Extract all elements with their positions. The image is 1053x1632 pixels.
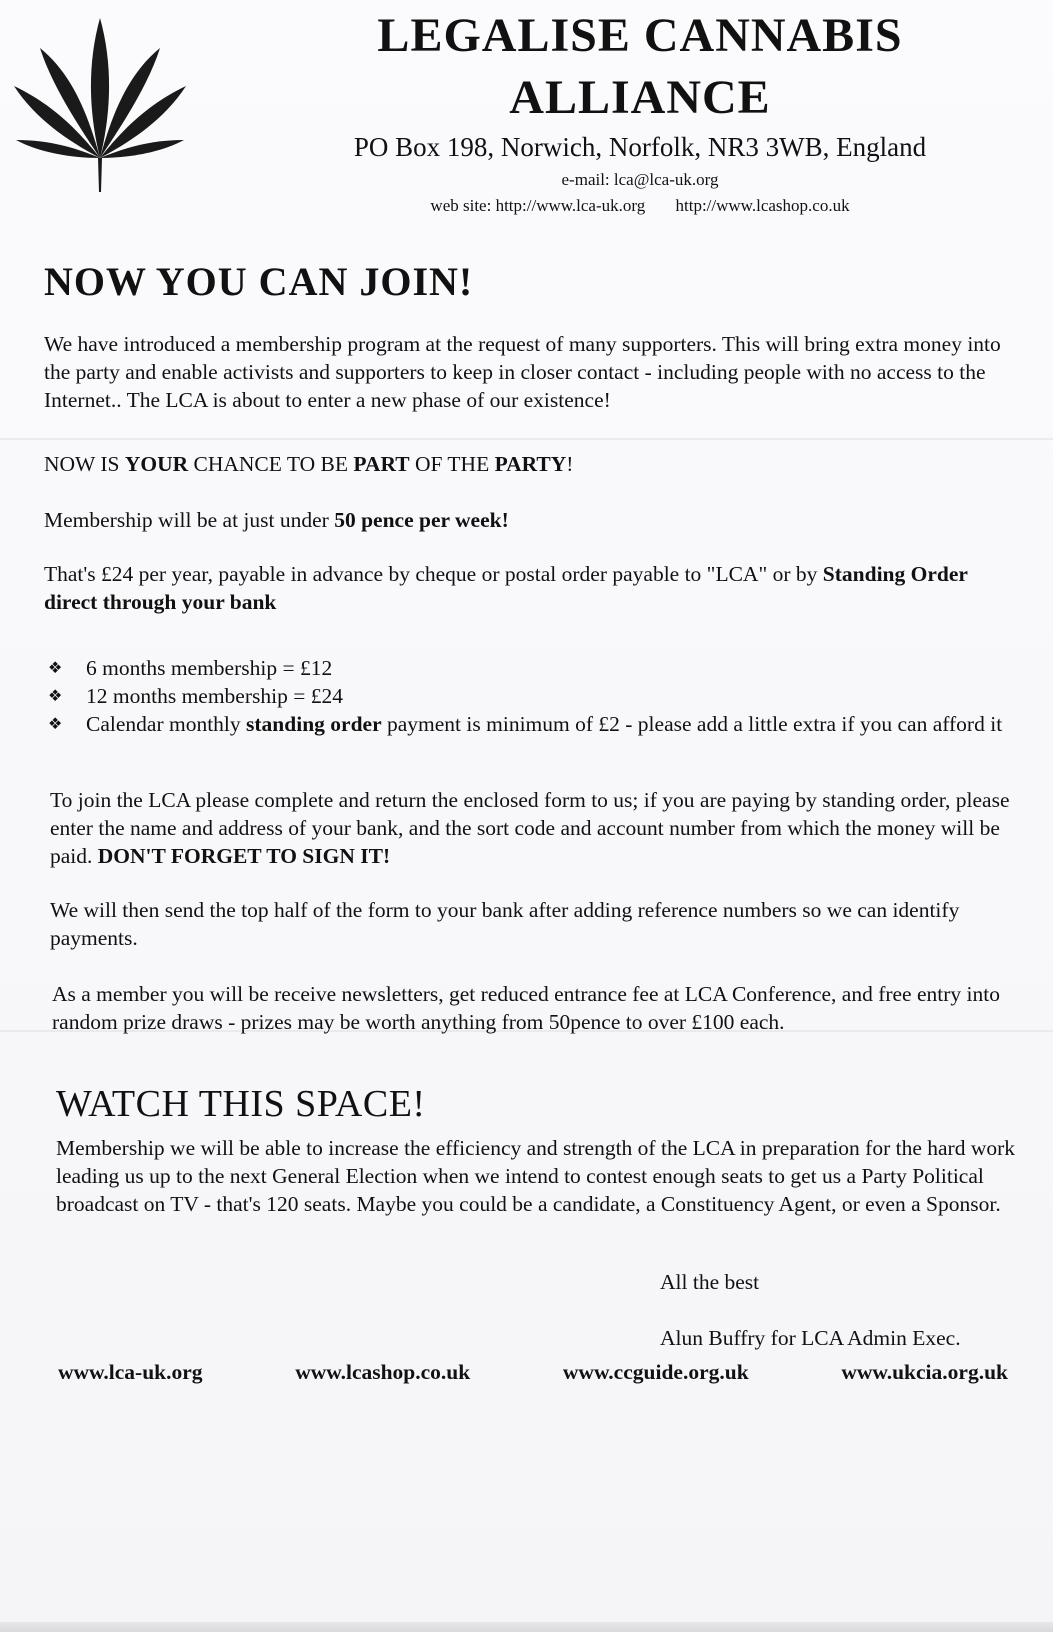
paper-fold-line [0,438,1053,440]
diamond-bullet-icon: ❖ [48,686,63,705]
email-line: e-mail: lca@lca-uk.org [561,170,719,189]
list-item: ❖ Calendar monthly standing order payment is minimum of £2 - please add a little extra if you can afford it [48,712,1003,736]
postal-address: PO Box 198, Norwich, Norfolk, NR3 3WB, England [353,132,927,162]
cannabis-leaf-icon [8,8,188,198]
scan-bottom-edge [0,1622,1053,1632]
intro-paragraph: We have introduced a membership program at the request of many supporters. This will bring extra money into the party and enable activists and supporters to keep in closer contact - including people with no access to the Internet.. The LCA is about to enter a new phase of our existence! [44,332,1001,412]
membership-price-paragraph: Membership will be at just under 50 pence per week! [44,508,509,532]
website-primary: web site: http://www.lca-uk.org [430,196,646,215]
chance-paragraph: NOW IS YOUR CHANCE TO BE PART OF THE PARTY! [44,452,574,476]
watch-heading: WATCH THIS SPACE! [56,1083,426,1125]
website-line [290,196,990,216]
footer-link: www.ukcia.org.uk [841,1360,1008,1384]
member-benefits-paragraph: As a member you will be receive newsletters, get reduced entrance fee at LCA Conference, and free entry into random prize draws - prizes may be worth anything from 50pence to over £100 each. [52,982,1000,1034]
join-heading: NOW YOU CAN JOIN! [44,259,474,304]
form-processing-paragraph: We will then send the top half of the form to your bank after adding reference numbers so we can identify payments. [50,898,960,950]
list-item: ❖ 12 months membership = £24 [48,684,343,708]
how-to-join-paragraph: To join the LCA please complete and return the enclosed form to us; if you are paying by standing order, please enter the name and address of your bank, and the sort code and account number from which the money will be paid. DON'T FORGET TO SIGN IT! [50,788,1010,868]
org-title-line1: LEGALISE CANNABIS [377,9,903,62]
signature-name: Alun Buffry for LCA Admin Exec. [660,1326,961,1350]
footer-link: www.ccguide.org.uk [562,1360,749,1384]
diamond-bullet-icon: ❖ [48,714,63,733]
payment-paragraph: That's £24 per year, payable in advance by cheque or postal order payable to "LCA" or by Standing Order direct through your bank [44,562,968,614]
diamond-bullet-icon: ❖ [48,658,63,677]
watch-paragraph: Membership we will be able to increase the efficiency and strength of the LCA in preparation for the hard work leading us up to the next General Election when we intend to contest enough seats to get us a Party Political broadcast on TV - that's 120 seats. Maybe you could be a candidate, a Constituency Agent, or even a Sponsor. [56,1136,1016,1216]
footer-link: www.lca-uk.org [58,1360,203,1384]
list-item: ❖ 6 months membership = £12 [48,656,333,680]
membership-options-list [48,654,1008,738]
closing-line: All the best [660,1270,760,1294]
org-title-line2: ALLIANCE [509,71,771,124]
footer-links [58,1360,1008,1385]
website-shop: http://www.lcashop.co.uk [675,196,850,215]
footer-link: www.lcashop.co.uk [295,1360,471,1384]
